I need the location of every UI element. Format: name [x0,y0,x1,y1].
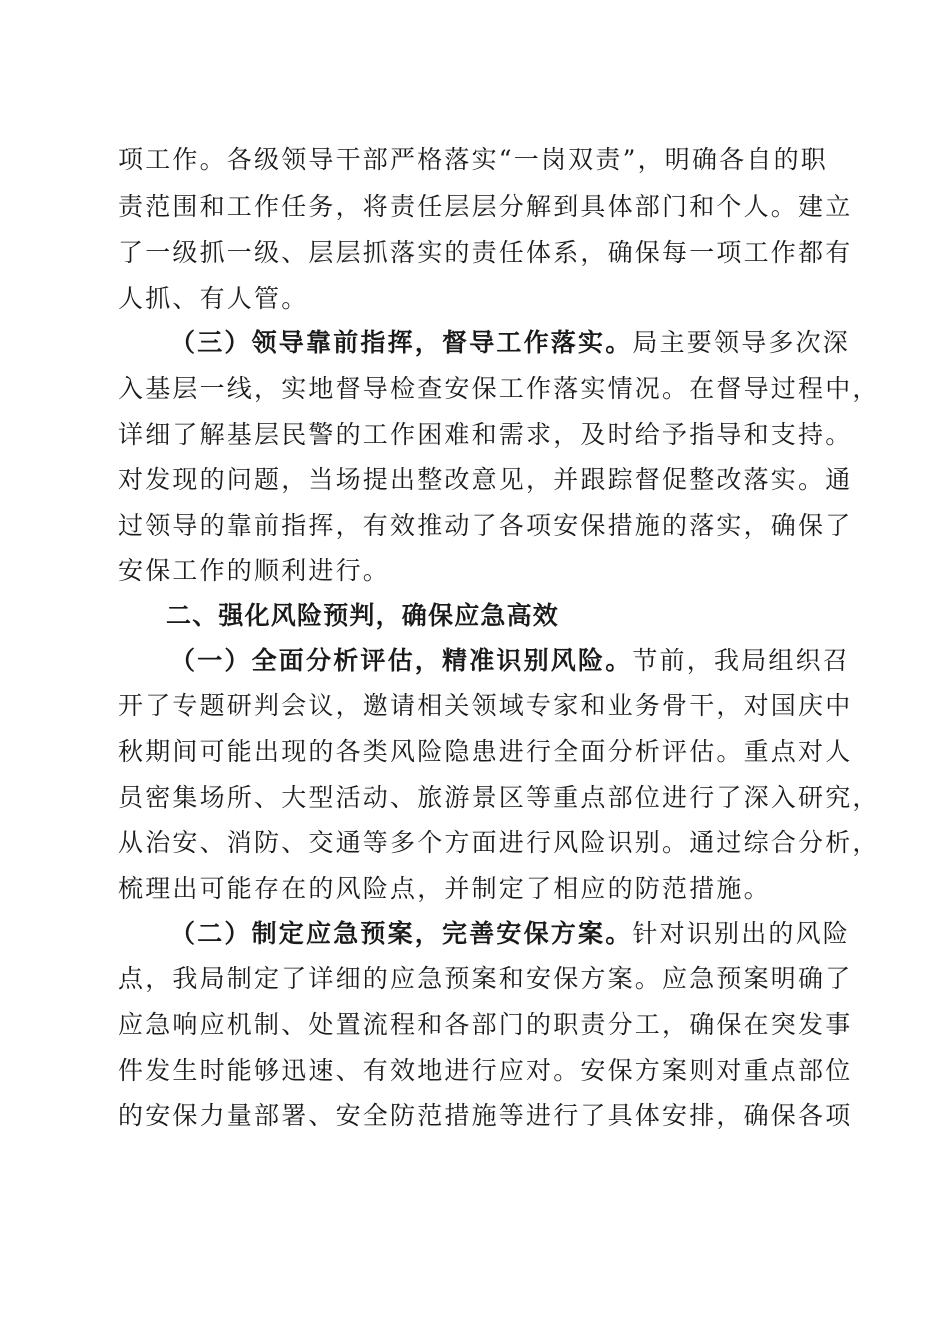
paragraph-text: 针对识别出的风险 [632,919,851,948]
paragraph-lead: （二）制定应急预案，完善安保方案。 [170,919,633,948]
paragraph-text: 节前，我局组织召 [632,646,851,675]
text-line: 秋期间可能出现的各类风险隐患进行全面分析评估。重点对人 [118,737,853,766]
text-line: 人抓、有人管。 [118,284,309,313]
text-line: 的安保力量部署、安全防范措施等进行了具体安排，确保各项 [118,1101,853,1130]
paragraph-first-line [0,323,950,363]
text-line: 详细了解基层民警的工作困难和需求，及时给予指导和支持。 [118,420,853,449]
text-line: 过领导的靠前指挥，有效推动了各项安保措施的落实，确保了 [118,511,853,540]
text-line: 项工作。各级领导干部严格落实“一岗双责”，明确各自的职 [118,145,828,174]
text-line: 安保工作的顺利进行。 [118,556,391,585]
text-line: 入基层一线，实地督导检查安保工作落实情况。在督导过程中， [118,374,880,403]
paragraph-first-line [0,641,950,681]
paragraph-lead: （一）全面分析评估，精准识别风险。 [170,646,633,675]
text-line: 梳理出可能存在的风险点，并制定了相应的防范措施。 [118,874,771,903]
text-line: 了一级抓一级、层层抓落实的责任体系，确保每一项工作都有 [118,238,853,267]
text-line: 从治安、消防、交通等多个方面进行风险识别。通过综合分析， [118,828,880,857]
paragraph-text: 局主要领导多次深 [632,328,851,357]
text-line: 点，我局制定了详细的应急预案和安保方案。应急预案明确了 [118,964,853,993]
text-line: 责范围和工作任务，将责任层层分解到具体部门和个人。建立 [118,192,853,221]
paragraph-lead: （三）领导靠前指挥，督导工作落实。 [170,328,633,357]
text-line: 件发生时能够迅速、有效地进行应对。安保方案则对重点部位 [118,1056,853,1085]
paragraph-first-line [0,914,950,954]
text-line: 应急响应机制、处置流程和各部门的职责分工，确保在突发事 [118,1010,853,1039]
text-line: 开了专题研判会议，邀请相关领域专家和业务骨干，对国庆中 [118,691,853,720]
text-line: 员密集场所、大型活动、旅游景区等重点部位进行了深入研究， [118,783,880,812]
section-heading: 二、强化风险预判，确保应急高效 [166,601,560,630]
text-line: 对发现的问题，当场提出整改意见，并跟踪督促整改落实。通 [118,465,853,494]
